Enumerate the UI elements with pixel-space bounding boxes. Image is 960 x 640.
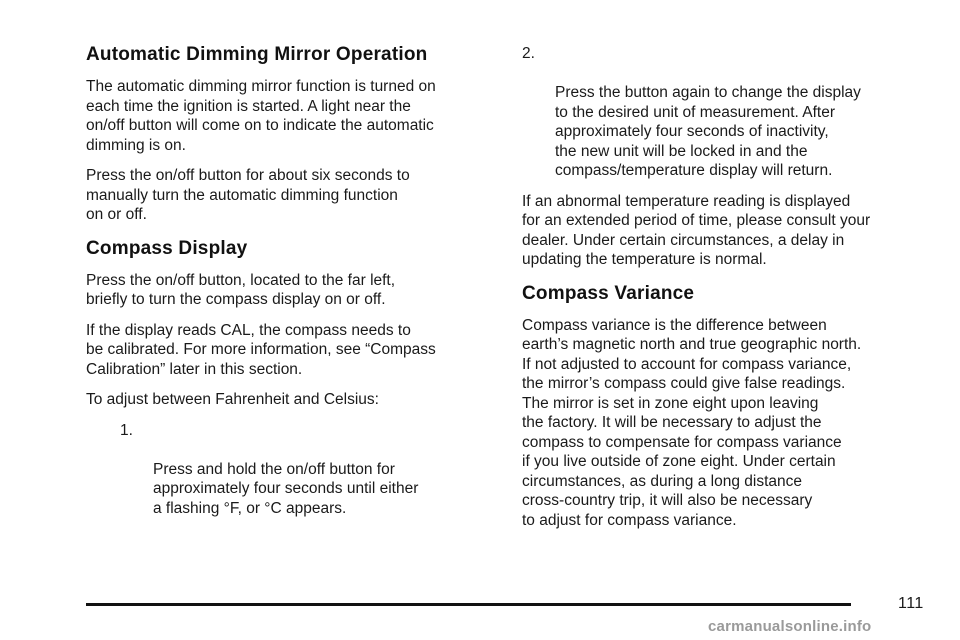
heading-compass-variance: Compass Variance xyxy=(522,282,695,304)
footer-rule xyxy=(86,603,851,606)
paragraph-dimming-manual: Press the on/off button for about six seconds to manually turn the automatic dimming function on or off. xyxy=(86,167,410,223)
step-number-1: 1. xyxy=(120,421,133,439)
paragraph-compass-toggle: Press the on/off button, located to the far left, briefly to turn the compass display on or off. xyxy=(86,271,396,308)
heading-automatic-dimming: Automatic Dimming Mirror Operation xyxy=(86,44,428,65)
paragraph-abnormal-temperature: If an abnormal temperature reading is displayed for an extended period of time, please consult your dealer. Under certain circumstances, a delay in updating the temperature is normal. xyxy=(522,192,871,268)
step-item-2 xyxy=(522,44,934,181)
step-text-1: Press and hold the on/off button for approximately four seconds until either a flashing °F, or °C appears. xyxy=(153,460,419,517)
steps-list xyxy=(86,421,496,519)
heading-compass-display: Compass Display xyxy=(86,237,248,259)
paragraph-dimming-intro: The automatic dimming mirror function is turned on each time the ignition is started. A light near the on/off button will come on to indicate the automatic dimming is on. xyxy=(86,78,436,154)
step-text-2: Press the button again to change the display to the desired unit of measurement. After approximately four seconds of inactivity, the new unit will be locked in and the compass/temperature display will return. xyxy=(555,84,861,179)
step-item-1 xyxy=(120,421,496,519)
paragraph-compass-calibration: If the display reads CAL, the compass needs to be calibrated. For more information, see “Compass Calibration” later in this section. xyxy=(86,321,436,378)
steps-list-continued xyxy=(522,44,934,181)
left-column xyxy=(86,44,496,529)
right-column xyxy=(522,44,934,541)
page-number: 111 xyxy=(898,595,924,612)
watermark: carmanualsonline.info xyxy=(708,618,872,635)
step-number-2: 2. xyxy=(522,45,535,62)
paragraph-compass-variance: Compass variance is the difference between earth’s magnetic north and true geographic north. If not adjusted to account for compass variance, the mirror’s compass could give false readings. The mirror is set in zone eight upon leaving the factory. It will be necessary to adjust the compass to compensate for compass variance if you live outside of zone eight. Under certain circumstances, as during a long distance cross-country trip, it will also be necessary to adjust for compass variance. xyxy=(522,316,862,529)
paragraph-temperature-units: To adjust between Fahrenheit and Celsius: xyxy=(86,391,379,408)
